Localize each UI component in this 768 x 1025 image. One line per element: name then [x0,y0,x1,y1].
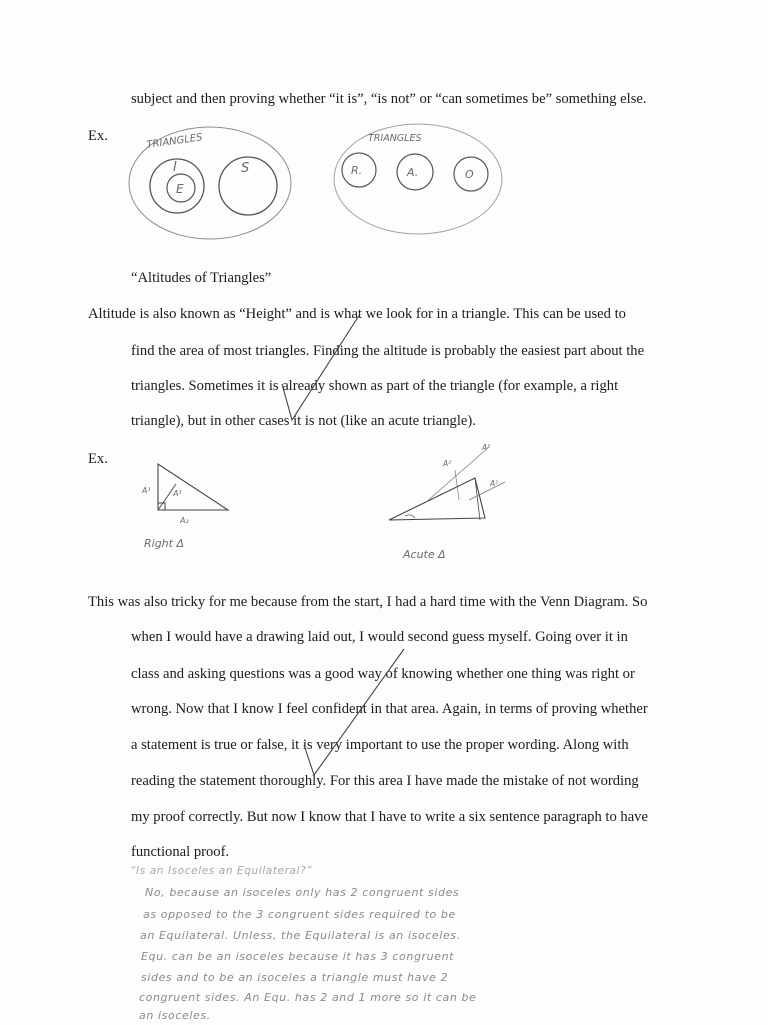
right-triangle-label-a1: A¹ [142,486,151,495]
venn-left-label-e: E [176,182,184,196]
paragraph-2-line-2: when I would have a drawing laid out, I would second guess myself. Going over it in [131,629,628,645]
example-label-2: Ex. [88,451,108,467]
right-triangle-drawing [140,460,240,560]
paragraph-2-line-5: a statement is true or false, it is very important to use the proper wording. Along with [131,737,629,753]
paragraph-2-line-4: wrong. Now that I know I feel confident in that area. Again, in terms of proving whether [131,701,648,717]
venn-right-label-a: A. [407,166,419,179]
paragraph-2-line-6: reading the statement thoroughly. For this area I have made the mistake of not wording [131,773,639,789]
venn-left-label-s: S [241,161,250,176]
paragraph-1-line-1: Altitude is also known as “Height” and is what we look for in a triangle. This can be used to [88,306,626,322]
paragraph-2-line-7: my proof correctly. But now I know that I have to write a six sentence paragraph to have [131,809,648,825]
paragraph-1-line-4: triangle), but in other cases it is not (like an acute triangle). [131,413,476,429]
paragraph-1-line-3: triangles. Sometimes it is already shown as part of the triangle (for example, a right [131,378,619,394]
example-label-1: Ex. [88,128,108,144]
venn-right-label-r: R. [351,164,363,177]
handwritten-line-3: an Equilateral. Unless, the Equilateral is an isoceles. [140,929,461,942]
venn-left-label-i: I [173,160,177,175]
acute-triangle-caption: Acute Δ [403,548,446,561]
acute-triangle-label-a2: A² [443,459,452,468]
right-triangle-label-a3: A³ [173,489,182,498]
handwritten-line-6: congruent sides. An Equ. has 2 and 1 more so it can be [139,991,477,1004]
venn-right-title: TRIANGLES [368,133,422,144]
check-mark-2 [300,645,410,780]
acute-triangle-drawing [385,440,515,565]
section-title: “Altitudes of Triangles” [131,270,272,286]
venn-diagram-left [125,122,295,244]
paragraph-2-line-1: This was also tricky for me because from the start, I had a hard time with the Venn Diagram. So [88,594,648,610]
intro-line: subject and then proving whether “it is”, “is not” or “can sometimes be” something else. [131,91,647,107]
handwritten-line-1: No, because an isoceles only has 2 congruent sides [145,886,460,899]
venn-left-title: TRIANGLES [145,132,204,151]
acute-triangle-label-a1: A¹ [490,479,499,488]
check-mark-1 [280,310,370,430]
right-triangle-caption: Right Δ [144,537,184,550]
handwritten-line-5: sides and to be an isoceles a triangle must have 2 [141,971,449,984]
paragraph-2-line-3: class and asking questions was a good way of knowing whether one thing was right or [131,666,635,682]
handwritten-question: “Is an Isoceles an Equilateral?” [130,865,313,877]
acute-triangle-label-a3: A³ [482,443,491,452]
paragraph-1-line-2: find the area of most triangles. Finding the altitude is probably the easiest part about the [131,343,645,359]
paragraph-2-line-8: functional proof. [131,844,230,860]
venn-diagram-right [330,118,506,240]
handwritten-line-4: Equ. can be an isoceles because it has 3 congruent [141,950,455,963]
venn-right-label-o: O [465,168,474,181]
handwritten-line-7: an isoceles. [139,1009,211,1022]
right-triangle-label-a2: A₂ [180,516,189,525]
handwritten-line-2: as opposed to the 3 congruent sides required to be [143,908,456,921]
